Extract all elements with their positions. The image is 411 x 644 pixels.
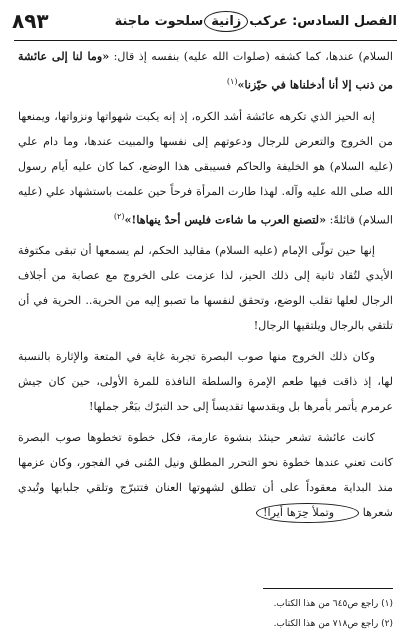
paragraph-4: وكان ذلك الخروج منها صوب البصرة تجربة غاية في المتعة والإثارة بالنسبة لها، إذ ذاقت فيها طعم الإمرة والسلطة النافذة للمرة الأولى، حين كان جيش عرمرم يأتمر بأمرها بل ويقدسها تقديساً إلى حد التبرّك ببَعْر جملها! [18,350,393,414]
footnote-rule [263,588,393,589]
footnotes [18,594,393,634]
chapter-title [115,11,397,32]
paragraph-2-quote: «لتصنع العرب ما شاءت فليس أحدٌ ينهاها!» [124,212,327,227]
page-number: ٨٩٣ [12,9,49,33]
footnote-ref-2: (٢) [113,211,125,221]
paragraph-5-text: كانت عائشة تشعر حينئذ بنشوة عارمة، فكل خطوة تخطوها صوب البصرة كانت تعني عندها خطوة نحو التحرر المطلق ونيل المُنى في الفجور، وكان عزمها منذ البداية معقوداً على أن تطلق لشهوتها العنان فتتبرّج وتلقي جلبابها وتُبدي شعرها [18,431,393,520]
header-rule [14,40,397,41]
chapter-title-end: سلحوت ماجنة [114,13,204,29]
paragraph-5 [18,425,393,525]
footnote-ref-1: (١) [226,77,238,86]
chapter-title-start: الفصل السادس: عركب [249,13,397,29]
paragraph-1-text: السلام) عندها، كما كشفه (صلوات الله عليه) بنفسه إذ قال: [109,50,393,63]
page-header [12,4,397,38]
paragraph-1 [18,44,393,98]
footnote-1: (١) راجع ص٦٤٥ من هذا الكتاب. [273,599,393,609]
paragraph-3: إنها حين تولّى الإمام (عليه السلام) مقاليد الحكم، لم يسمعها أن تبقى مكتوفة الأيدي لتُقاد ثانية إلى ذلك الحيز، لذا عزمت على الخروج مع عصابة من أجلاف الرجال لعلها تقلب الوضع، وتحقق لنفسها ما تصبو إليه من الحرية.. الحرية في أن تلتقي بالرجال ويلتقيها الرجال! [18,244,393,333]
circled-phrase: وتملأ حِرَها أيرا! [256,503,359,523]
paragraph-2 [18,104,393,233]
circled-word: زانية [204,11,248,32]
footnote-2: (٢) راجع ص٧١٨ من هذا الكتاب. [273,619,393,629]
paragraph-1-quote: «وما لنا إلى عائشة من ذنب إلا أنا أدخلناها في حيّزنا» [18,49,393,92]
body-text [18,44,393,531]
paragraph-2-text: إنه الحيز الذي تكرهه عائشة أشد الكره، إذ إنه يكبت شهواتها ونزواتها، ويمنعها من الخروج والتعرض للرجال ودعوتهم إلى نفسها والمبيت عندها، وما دام علي (عليه السلام) هو الخليفة والحاكم فسيبقى هذا الوضع، كما كان عليه أيام رسول الله صلى الله عليه وآله. لهذا طارت المرأة فرحاً حين علمت باستشهاد علي (عليه السلام) قائلةً: [18,109,393,227]
